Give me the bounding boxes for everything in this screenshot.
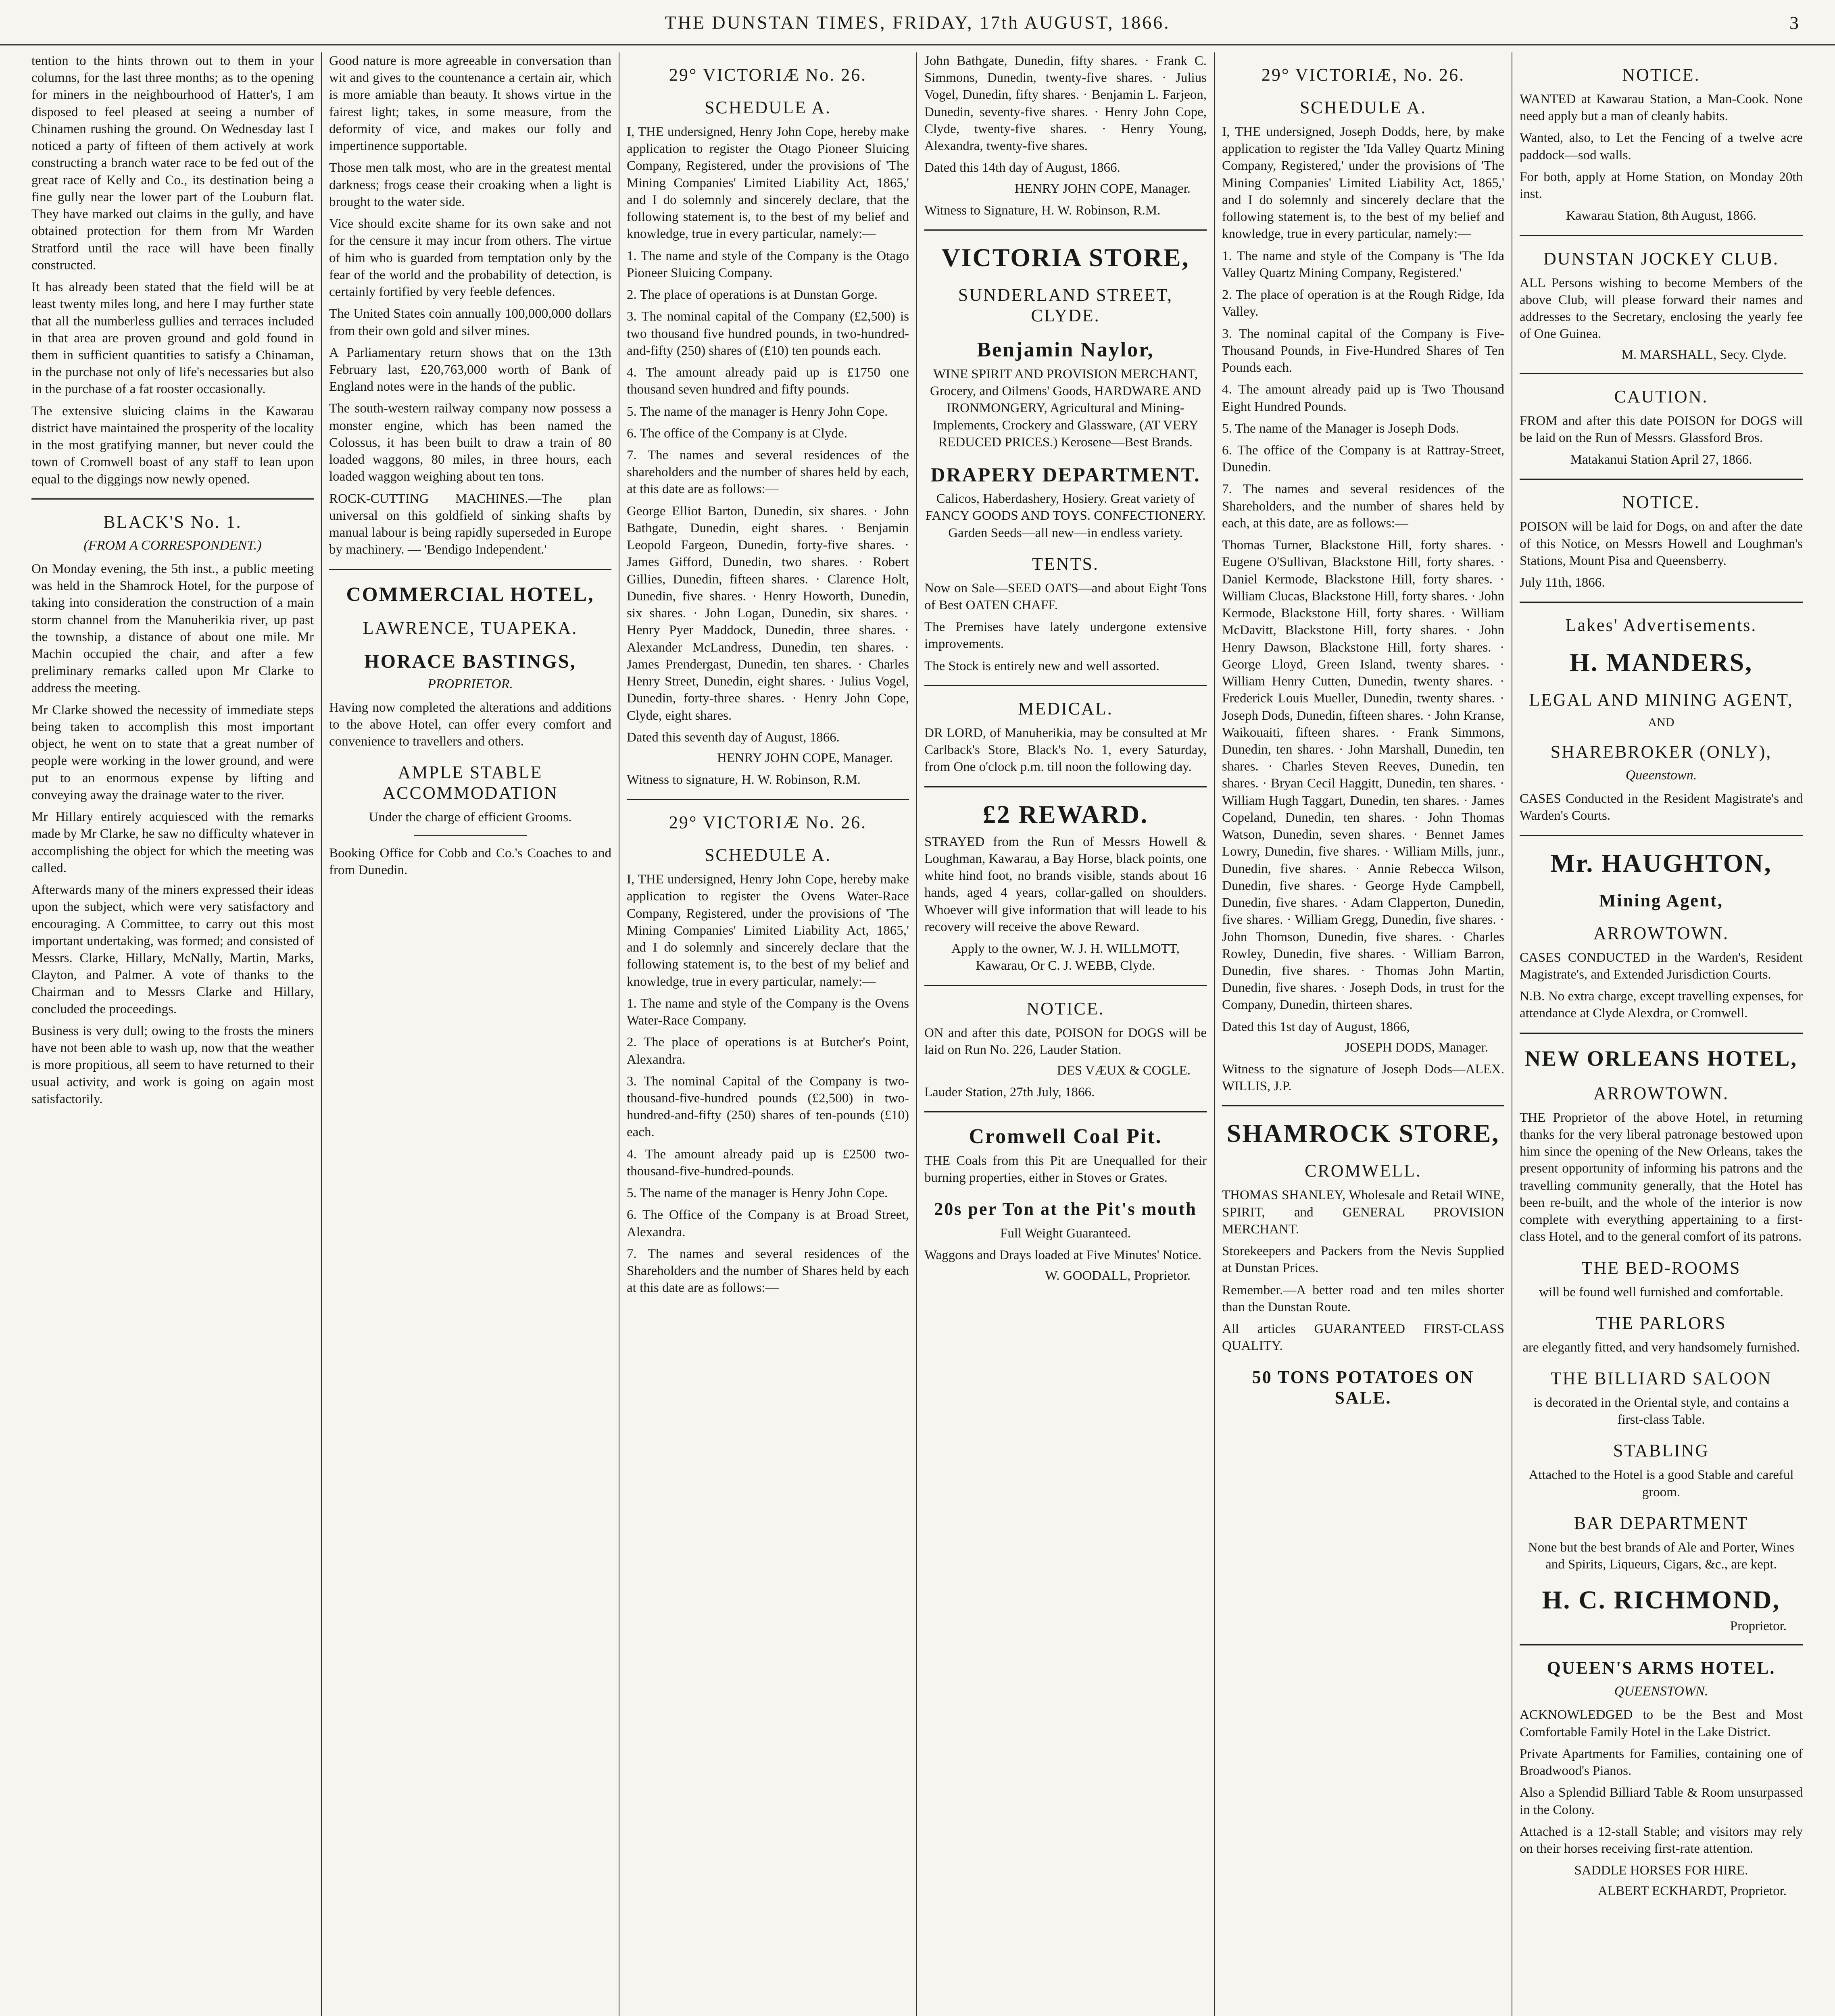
- column-5: [1215, 52, 1512, 2016]
- column-4: [917, 52, 1215, 2016]
- divider: [1222, 1105, 1504, 1106]
- richmond-name: H. C. RICHMOND,: [1542, 1585, 1781, 1614]
- store-p3: Remember.—A better road and ten miles shorter than the Dunstan Route.: [1222, 1283, 1504, 1314]
- notice2-date: July 11th, 1866.: [1520, 575, 1605, 590]
- col3-p12: 3. The nominal Capital of the Company is two-thousand-five-hundred pounds (£2,500) in two-hundred-and-fifty (250) shares of ten-pounds (£10) each.: [627, 1074, 909, 1140]
- col5-p3: 2. The place of operation is at the Rough Ridge, Ida Valley.: [1222, 287, 1504, 319]
- queens-p4: Attached is a 12-stall Stable; and visitors may rely on their horses receiving first-rate attention.: [1520, 1824, 1803, 1856]
- divider: [1520, 602, 1803, 603]
- hotel-name: COMMERCIAL HOTEL,: [346, 582, 594, 605]
- witness: Witness to Signature, H. W. Robinson, R.M.: [924, 203, 1161, 218]
- orleans-location: ARROWTOWN.: [1593, 1083, 1729, 1103]
- col3-p8: 7. The names and several residences of the shareholders and the number of shares held by each, at this date are as follows:—: [627, 448, 909, 497]
- hotel-proprietor: HORACE BASTINGS,: [364, 650, 576, 672]
- column-6: [1512, 52, 1810, 2016]
- manders-role: LEGAL AND MINING AGENT,: [1529, 690, 1793, 710]
- reward-heading: £2 REWARD.: [982, 800, 1149, 829]
- col5-p1: I, THE undersigned, Joseph Dodds, here, by make application to register the 'Ida Valley Quartz Mining Company, Registered,' under the provisions of 'The Mining Companies' Limited Liability Act, 1865,' and I do solemnly and sincerely declare that the following statement is, to the best of my belief and knowledge, true in every particular, namely:—: [1222, 125, 1504, 242]
- manders-and: AND: [1648, 716, 1674, 729]
- schedule-heading: SCHEDULE A.: [704, 98, 832, 117]
- jockey-heading: DUNSTAN JOCKEY CLUB.: [1543, 248, 1779, 269]
- divider: [924, 1111, 1207, 1112]
- col2-p5: A Parliamentary return shows that on the 13th February last, £20,763,000 worth of Bank of England notes were in the hands of the public.: [329, 345, 611, 394]
- signature: HENRY JOHN COPE, Manager.: [717, 750, 893, 765]
- divider: [414, 835, 527, 836]
- signature: HENRY JOHN COPE, Manager.: [1014, 181, 1191, 196]
- divider: [924, 685, 1207, 686]
- page-number: 3: [1789, 12, 1799, 33]
- dated: Dated this seventh day of August, 1866.: [627, 730, 840, 745]
- bedrooms-text: will be found well furnished and comfortable.: [1539, 1285, 1783, 1300]
- haughton-nb: N.B. No extra charge, except travelling expenses, for attendance at Clyde Alexdra, or Cromwell.: [1520, 989, 1803, 1021]
- store-address: SUNDERLAND STREET, CLYDE.: [958, 285, 1173, 325]
- dated: Dated this 14th day of August, 1866.: [924, 160, 1120, 175]
- divider: [924, 985, 1207, 986]
- witness: Witness to signature, H. W. Robinson, R.M.: [627, 772, 861, 787]
- store-name: VICTORIA STORE,: [941, 243, 1190, 272]
- shareholders-list: John Bathgate, Dunedin, fifty shares. · Frank C. Simmons, Dunedin, twenty-five shares. · Julius Vogel, Dunedin, fifty shares. · Benjamin L. Farjeon, Dunedin, seventy-five shares. · Henry John Cope, Clyde, twenty-five shares. · Henry Young, Alexandra, twenty-five shares.: [924, 54, 1207, 154]
- manders-location: Queenstown.: [1625, 768, 1697, 783]
- witness: Witness to the signature of Joseph Dods—ALEX. WILLIS, J.P.: [1222, 1062, 1504, 1094]
- dated: Dated this 1st day of August, 1866,: [1222, 1019, 1410, 1034]
- haughton-role: Mining Agent,: [1599, 890, 1723, 910]
- merchant-desc: WINE SPIRIT AND PROVISION MERCHANT, Grocery, and Oilmens' Goods, HARDWARE AND IRONMONGERY, Agricultural and Mining-Implements, Crockery and Glassware, (AT VERY REDUCED PRICES.) Kerosene—Best Brands.: [930, 367, 1201, 450]
- divider: [1520, 1644, 1803, 1645]
- column-3: [619, 52, 917, 2016]
- queens-p3: Also a Splendid Billiard Table & Room unsurpassed in the Colony.: [1520, 1785, 1803, 1817]
- col3-p16: 7. The names and several residences of the Shareholders and the number of Shares held by each at this date are as follows:—: [627, 1246, 909, 1295]
- col3-p3: 2. The place of operations is at Dunstan Gorge.: [627, 287, 878, 302]
- caution-signature: Matakanui Station April 27, 1866.: [1570, 452, 1752, 467]
- stable-heading: AMPLE STABLE ACCOMMODATION: [382, 762, 558, 803]
- signature: JOSEPH DODS, Manager.: [1345, 1040, 1488, 1055]
- notice-p1: WANTED at Kawarau Station, a Man-Cook. None need apply but a man of cleanly habits.: [1520, 92, 1803, 124]
- haughton-name: Mr. HAUGHTON,: [1550, 848, 1772, 877]
- notice-heading: NOTICE.: [1622, 492, 1700, 512]
- col3-p14: 5. The name of the manager is Henry John Cope.: [627, 1186, 888, 1201]
- victoriae-heading: 29° VICTORIÆ, No. 26.: [1261, 65, 1465, 85]
- col2-p6: The south-western railway company now possess a monster engine, which has been named the Colossus, it has been built to draw a train of 80 loaded waggons, 80 miles, in three hours, each loaded waggon weighing about ten tons.: [329, 401, 611, 484]
- reward-desc: STRAYED from the Run of Messrs Howell & Loughman, Kawarau, a Bay Horse, black points, one white hind foot, no brands visible, stands about 16 hands, aged 4 years, collar-galled on shoulders. Whoever will give information that will leade to his recovery will receive the above Reward.: [924, 834, 1207, 934]
- orleans-text: THE Proprietor of the above Hotel, in returning thanks for the very liberal patronage bestowed upon him since the opening of the New Orleans, takes the present opportunity of informing his patrons and the travelling community generally, that the Hotel has been re-built, and the whole of the interior is now complete with everything appertaining to a first-class Hotel, and to the general comfort of its patrons.: [1520, 1110, 1803, 1244]
- divider: [1520, 373, 1803, 374]
- divider: [329, 569, 611, 570]
- col5-p4: 3. The nominal capital of the Company is Five-Thousand Pounds, in Five-Hundred Shares of Ten Pounds each.: [1222, 326, 1504, 375]
- medical-heading: MEDICAL.: [1018, 698, 1113, 719]
- queens-signature: ALBERT ECKHARDT, Proprietor.: [1598, 1884, 1787, 1899]
- col2-p7: ROCK-CUTTING MACHINES.—The plan universal on this goldfield of sinking shafts by manual labour is being rapidly superseded in Europe by machinery. — 'Bendigo Independent.': [329, 491, 611, 557]
- tents-heading: TENTS.: [1032, 554, 1099, 574]
- col5-p5: 4. The amount already paid up is Two Thousand Eight Hundred Pounds.: [1222, 382, 1504, 414]
- queens-p2: Private Apartments for Families, containing one of Broadwood's Pianos.: [1520, 1746, 1803, 1779]
- col3-p13: 4. The amount already paid up is £2500 two-thousand-five-hundred-pounds.: [627, 1147, 909, 1179]
- queens-name: QUEEN'S ARMS HOTEL.: [1547, 1658, 1776, 1678]
- stabling-heading: STABLING: [1613, 1441, 1710, 1461]
- store-location: CROMWELL.: [1305, 1161, 1422, 1181]
- divider: [1520, 235, 1803, 236]
- shareholders-list: Thomas Turner, Blackstone Hill, forty shares. · Eugene O'Sullivan, Blackstone Hill, forty shares. · Daniel Kermode, Blackstone Hill, forty shares. · William Clucas, Blackstone Hill, forty shares. · John Kermode, Blackstone Hill, forty shares. · William McDavitt, Blackstone Hill, forty shares. · John Henry Dawson, Blackstone Hill, forty shares. · George Lloyd, Green Island, twenty shares. · William Henry Cutten, Dunedin, twenty shares. · Frederick Louis Mueller, Dunedin, twenty shares. · Joseph Dods, Dunedin, fifteen shares. · John Kranse, Waikouaiti, fifteen shares. · Frank Simmons, Dunedin, ten shares. · John Marshall, Dunedin, ten shares. · Charles Steven Reeves, Dunedin, ten shares. · Bryan Cecil Haggitt, Dunedin, ten shares. · William Hugh Taggart, Dunedin, ten shares. · James Copeland, Dunedin, ten shares. · John Thomas Watson, Dunedin, seven shares. · Bennet James Lowry, Dunedin, five shares. · William Mills, junr., Dunedin, five shares. · Annie Rebecca Wilson, Dunedin, five shares. · George Hyde Campbell, Dunedin, five shares. · Adam Clapperton, Dunedin, five shares. · William Gregg, Dunedin, five shares. · John Thomson, Dunedin, five shares. · Charles Rowley, Dunedin, five shares. · William Barron, Dunedin, five shares. · Thomas John Martin, Dunedin, five shares. · Joseph Dods, in trust for the Company, Dunedin, thirteen shares.: [1222, 538, 1504, 1012]
- col1-p6: Mr Hillary entirely acquiesced with the remarks made by Mr Clarke, he saw no difficulty whatever in accomplishing the object for which the meeting was called.: [31, 810, 314, 875]
- col3-p11: 2. The place of operations is at Butcher's Point, Alexandra.: [627, 1035, 909, 1067]
- store-desc: THOMAS SHANLEY, Wholesale and Retail WINE, SPIRIT, and GENERAL PROVISION MERCHANT.: [1222, 1188, 1504, 1237]
- divider: [627, 799, 909, 800]
- col2-p3: Vice should excite shame for its own sake and not for the censure it may incur from others. The virtue of him who is guarded from temptation only by the fear of the world and the probability of detection, is certainly fortified by very feeble defences.: [329, 217, 611, 300]
- parlors-text: are elegantly fitted, and very handsomely furnished.: [1522, 1340, 1800, 1355]
- col3-p10: 1. The name and style of the Company is the Ovens Water-Race Company.: [627, 996, 909, 1028]
- divider: [31, 498, 314, 500]
- parlors-heading: THE PARLORS: [1596, 1313, 1727, 1333]
- col1-p4: On Monday evening, the 5th inst., a public meeting was held in the Shamrock Hotel, for the purpose of taking into consideration the construction of a main storm channel from the Manuherikia river, up past the township, a distance of about one mile. Mr Machin occupied the chair, and after a few preliminary remarks called upon Mr Clarke to address the meeting.: [31, 561, 314, 696]
- divider: [1520, 1033, 1803, 1034]
- caution-text: FROM and after this date POISON for DOGS will be laid on the Run of Messrs. Glassford Bros.: [1520, 413, 1803, 445]
- store-p5: 50 TONS POTATOES ON SALE.: [1252, 1367, 1474, 1408]
- queens-p1: ACKNOWLEDGED to be the Best and Most Comfortable Family Hotel in the Lake District.: [1520, 1708, 1803, 1739]
- col3-p4: 3. The nominal capital of the Company (£2,500) is two thousand five hundred pounds, in two-hundred-and-fifty (250) shares of (£10) ten pounds each.: [627, 309, 909, 358]
- col1-p7: Afterwards many of the miners expressed their ideas upon the subject, which were very satisfactory and encouraging. A Committee, to carry out this most important undertaking, was formed; and consisted of Messrs. Clarke, Hillary, McNally, Martin, Marks, Clayton, and Palmer. A vote of thanks to the Chairman and to Messrs Clarke and Hillary, concluded the proceedings.: [31, 883, 314, 1016]
- col3-p7: 6. The office of the Company is at Clyde.: [627, 426, 847, 441]
- coal-wagons: Waggons and Drays loaded at Five Minutes' Notice.: [924, 1248, 1201, 1262]
- queens-p5: SADDLE HORSES FOR HIRE.: [1574, 1863, 1748, 1878]
- divider: [924, 786, 1207, 787]
- haughton-text: CASES CONDUCTED in the Warden's, Resident Magistrate's, and Extended Jurisdiction Courts.: [1520, 950, 1803, 982]
- bedrooms-heading: THE BED-ROOMS: [1581, 1258, 1741, 1278]
- merchant-name: Benjamin Naylor,: [977, 338, 1154, 361]
- col3-p15: 6. The Office of the Company is at Broad Street, Alexandra.: [627, 1208, 909, 1239]
- notice-p2: Wanted, also, to Let the Fencing of a twelve acre paddock—sod walls.: [1520, 131, 1803, 162]
- jockey-text: ALL Persons wishing to become Members of the above Club, will please forward their names and addresses to the Secretary, enclosing the yearly fee of One Guinea.: [1520, 275, 1803, 342]
- notice-p3: For both, apply at Home Station, on Monday 20th inst.: [1520, 169, 1803, 202]
- bar-text: None but the best brands of Ale and Porter, Wines and Spirits, Liqueurs, Cigars, &c., are kept.: [1528, 1540, 1795, 1572]
- col5-p8: 7. The names and several residences of the Shareholders, and the number of shares held by each, at this date, are as follows:—: [1222, 482, 1504, 531]
- col2-p4: The United States coin annually 100,000,000 dollars from their own gold and silver mines.: [329, 306, 611, 338]
- manders-text: CASES Conducted in the Resident Magistrate's and Warden's Courts.: [1520, 791, 1803, 823]
- richmond-role: Proprietor.: [1730, 1619, 1787, 1634]
- column-2: [322, 52, 619, 2016]
- bar-heading: BAR DEPARTMENT: [1574, 1513, 1749, 1533]
- coal-desc: THE Coals from this Pit are Unequalled for their burning properties, either in Stoves or Grates.: [924, 1154, 1207, 1185]
- shareholders-list: George Elliot Barton, Dunedin, six shares. · John Bathgate, Dunedin, eight shares. · Benjamin Leopold Fargeon, Dunedin, forty-five shares. · James Gifford, Dunedin, two shares. · Robert Gillies, Dunedin, fifteen shares. · Clarence Holt, Dunedin, five shares. · Henry Howorth, Dunedin, six shares. · John Logan, Dunedin, six shares. · Henry Pyer Maddock, Dunedin, three shares. · Alexander McLandress, Dunedin, ten shares. · James Prendergast, Dunedin, ten shares. · Charles Henry Street, Dunedin, eight shares. · Julius Vogel, Dunedin, forty-three shares. · Henry John Cope, Clyde, eight shares.: [627, 504, 909, 723]
- tents-desc: Now on Sale—SEED OATS—and about Eight Tons of Best OATEN CHAFF.: [924, 581, 1207, 612]
- columns: [24, 52, 1811, 2016]
- victoriae-heading: 29° VICTORIÆ No. 26.: [669, 812, 867, 833]
- reward-apply: Apply to the owner, W. J. H. WILLMOTT, Kawarau, Or C. J. WEBB, Clyde.: [951, 941, 1180, 973]
- jockey-signature: M. MARSHALL, Secy. Clyde.: [1621, 347, 1787, 362]
- billiard-heading: THE BILLIARD SALOON: [1550, 1368, 1772, 1388]
- hotel-role: PROPRIETOR.: [427, 676, 513, 691]
- col3-p1: I, THE undersigned, Henry John Cope, hereby make application to register the Otago Pioneer Sluicing Company, Registered, under the provisions of 'The Mining Companies' Limited Liability Act, 1865,' and I do solemnly and sincerely declare, that the following statement is, to the best of my belief and knowledge, true in every particular, namely:—: [627, 125, 909, 242]
- column-1: [24, 52, 322, 2016]
- haughton-location: ARROWTOWN.: [1593, 923, 1729, 943]
- notice-date: Lauder Station, 27th July, 1866.: [924, 1085, 1095, 1100]
- manders-share: SHAREBROKER (ONLY),: [1550, 742, 1772, 762]
- notice-desc: ON and after this date, POISON for DOGS will be laid on Run No. 226, Lauder Station.: [924, 1025, 1207, 1057]
- orleans-name: NEW ORLEANS HOTEL,: [1525, 1046, 1797, 1070]
- drapery-desc: Calicos, Haberdashery, Hosiery. Great variety of FANCY GOODS AND TOYS. CONFECTIONERY. Garden Seeds—all new—in endless variety.: [925, 492, 1206, 540]
- col1-p2: It has already been stated that the field will be at least twenty miles long, and here I may further state that all the numberless gullies and terraces included in that area are proven ground and gold found in them in sufficient quantities to satisfy a Chinaman, in the purchase not only of life's necessaries but also in the purchase of a fat rooster occasionally.: [31, 280, 314, 397]
- manders-name: H. MANDERS,: [1569, 648, 1753, 677]
- coal-heading: Cromwell Coal Pit.: [969, 1125, 1162, 1148]
- coal-signature: W. GOODALL, Proprietor.: [1045, 1268, 1191, 1283]
- caution-heading: CAUTION.: [1614, 386, 1708, 406]
- medical-desc: DR LORD, of Manuherikia, may be consulted at Mr Carlback's Store, Black's No. 1, every Saturday, from One o'clock p.m. till noon the following day.: [924, 725, 1207, 775]
- masthead-title: THE DUNSTAN TIMES, FRIDAY, 17th AUGUST, 1866.: [665, 12, 1170, 33]
- store-p2: Storekeepers and Packers from the Nevis Supplied at Dunstan Prices.: [1222, 1244, 1504, 1276]
- col1-p1: tention to the hints thrown out to them in your columns, for the last three months; as to the opening for miners in the neighbourhood of Hatter's, I am disposed to feel pleased at seeing a number of Chinamen rushing the ground. On Wednesday last I noticed a party of fifteen of them actively at work constructing a branch water race to be fed out of the great race of Kelly and Co., its destination being a fine gully near the lower part of the Louburn flat. They have marked out claims in the gully, and have obtained protection for them from Mr Warden Stratford until the race will have been finally constructed.: [31, 54, 314, 273]
- col1-p8: Business is very dull; owing to the frosts the miners have not been able to wash up, now that the weather is more propitious, all seem to have returned to their usual activity, and work is going on again most satisfactorily.: [31, 1023, 314, 1106]
- schedule-heading: SCHEDULE A.: [704, 845, 832, 865]
- col5-p6: 5. The name of the Manager is Joseph Dods.: [1222, 421, 1459, 436]
- billiard-text: is decorated in the Oriental style, and contains a first-class Table.: [1533, 1395, 1789, 1427]
- store-name: SHAMROCK STORE,: [1226, 1119, 1500, 1148]
- col5-p2: 1. The name and style of the Company is 'The Ida Valley Quartz Mining Company, Registered.': [1222, 248, 1504, 280]
- masthead: [0, 0, 1835, 46]
- coal-price: 20s per Ton at the Pit's mouth: [934, 1199, 1197, 1219]
- notice-heading: NOTICE.: [1622, 65, 1700, 85]
- stock: The Stock is entirely new and well assorted.: [924, 658, 1159, 673]
- notice2-text: POISON will be laid for Dogs, on and after the date of this Notice, on Messrs Howell and Loughman's Stations, Mount Pisa and Queensberry.: [1520, 519, 1803, 568]
- col1-p5: Mr Clarke showed the necessity of immediate steps being taken to accomplish this most important object, he went on to state that a great number of people were working in the lower ground, and were put to an enormous expense by lifting and conveying away the drainage water to the river.: [31, 702, 314, 802]
- col2-p2: Those men talk most, who are in the greatest mental darkness; frogs cease their croaking when a light is brought to the water side.: [329, 160, 611, 209]
- queens-location: QUEENSTOWN.: [1614, 1684, 1708, 1699]
- store-p4: All articles GUARANTEED FIRST-CLASS QUALITY.: [1222, 1322, 1504, 1354]
- col3-p6: 5. The name of the manager is Henry John Cope.: [627, 404, 888, 419]
- premises: The Premises have lately undergone extensive improvements.: [924, 620, 1207, 652]
- col2-p9: Under the charge of efficient Grooms.: [369, 810, 572, 825]
- col2-p8: Having now completed the alterations and additions to the above Hotel, can offer every comfort and convenience to travellers and others.: [329, 700, 611, 749]
- notice-signature: DES VÆUX & COGLE.: [1057, 1063, 1191, 1078]
- col3-p2: 1. The name and style of the Company is the Otago Pioneer Sluicing Company.: [627, 248, 909, 280]
- hotel-location: LAWRENCE, TUAPEKA.: [363, 618, 578, 638]
- col2-p1: Good nature is more agreeable in conversation than wit and gives to the countenance a certain air, which is more amiable than beauty. It shows virtue in the fairest light; takes, in some measure, from the deformity of vice, and makes our folly and impertinence supportable.: [329, 54, 611, 154]
- col3-p5: 4. The amount already paid up is £1750 one thousand seven hundred and fifty pounds.: [627, 365, 909, 397]
- col3-p9: I, THE undersigned, Henry John Cope, hereby make application to register the Ovens Water-Race Company, Registered, under the provisions of 'The Mining Companies' Limited Liability Act, 1865,' and I do solemnly and sincerely declare that the following statement is, to the best of my belief and knowledge, true in every particular, namely:—: [627, 872, 909, 989]
- stabling-text: Attached to the Hotel is a good Stable and careful groom.: [1528, 1468, 1794, 1500]
- col2-p10: Booking Office for Cobb and Co.'s Coaches to and from Dunedin.: [329, 846, 611, 877]
- divider: [1520, 479, 1803, 480]
- schedule-heading: SCHEDULE A.: [1299, 98, 1427, 117]
- blacks-heading: BLACK'S No. 1.: [103, 512, 242, 532]
- lakes-heading: Lakes' Advertisements.: [1565, 615, 1757, 635]
- col5-p7: 6. The office of the Company is at Rattray-Street, Dunedin.: [1222, 443, 1504, 475]
- drapery-heading: DRAPERY DEPARTMENT.: [930, 463, 1201, 486]
- notice-p4: Kawarau Station, 8th August, 1866.: [1566, 208, 1757, 223]
- coal-warrant: Full Weight Guaranteed.: [1000, 1226, 1131, 1241]
- divider: [924, 229, 1207, 231]
- notice-heading: NOTICE.: [1026, 998, 1105, 1018]
- col1-p3: The extensive sluicing claims in the Kawarau district have maintained the prosperity of the locality in the most gratifying manner, but never could the town of Cromwell boast of any staff to lean upon equal to the diggings now newly opened.: [31, 404, 314, 487]
- victoriae-heading: 29° VICTORIÆ No. 26.: [669, 65, 867, 85]
- blacks-subheading: (FROM A CORRESPONDENT.): [83, 537, 262, 553]
- divider: [1520, 835, 1803, 836]
